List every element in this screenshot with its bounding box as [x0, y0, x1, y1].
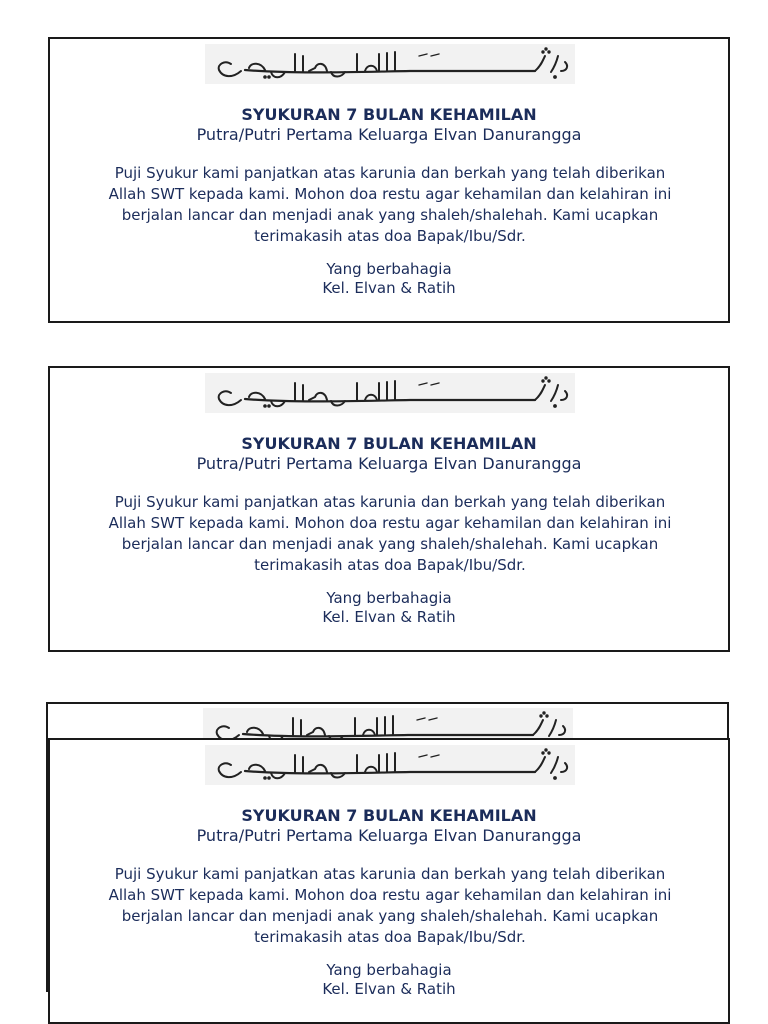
- invitation-card-2: [48, 366, 730, 652]
- bismillah-calligraphy: [205, 44, 575, 84]
- card-message: [60, 864, 720, 948]
- card-message: [60, 492, 720, 576]
- message-line: Puji Syukur kami panjatkan atas karunia dan berkah yang telah diberikan: [114, 865, 666, 883]
- card-signoff: [50, 260, 728, 298]
- message-line: Allah SWT kepada kami. Mohon doa restu agar kehamilan dan kelahiran ini: [108, 514, 672, 532]
- message-line: Allah SWT kepada kami. Mohon doa restu agar kehamilan dan kelahiran ini: [108, 185, 672, 203]
- signature-text: Kel. Elvan & Ratih: [322, 279, 456, 297]
- card-signoff: [50, 961, 728, 999]
- invitation-card-4: [48, 738, 730, 1024]
- signature-text: Kel. Elvan & Ratih: [322, 980, 456, 998]
- closing-text: Yang berbahagia: [326, 961, 452, 979]
- card-signoff: [50, 589, 728, 627]
- card-subtitle: Putra/Putri Pertama Keluarga Elvan Danurangga: [196, 454, 582, 473]
- card-title: SYUKURAN 7 BULAN KEHAMILAN: [241, 434, 537, 453]
- message-line: Puji Syukur kami panjatkan atas karunia dan berkah yang telah diberikan: [114, 493, 666, 511]
- card-message: [60, 163, 720, 247]
- message-line: berjalan lancar dan menjadi anak yang shaleh/shalehah. Kami ucapkan: [121, 206, 659, 224]
- message-line: terimakasih atas doa Bapak/Ibu/Sdr.: [254, 928, 526, 946]
- closing-text: Yang berbahagia: [326, 260, 452, 278]
- message-line: terimakasih atas doa Bapak/Ibu/Sdr.: [254, 556, 526, 574]
- message-line: berjalan lancar dan menjadi anak yang shaleh/shalehah. Kami ucapkan: [121, 535, 659, 553]
- bismillah-calligraphy: [205, 373, 575, 413]
- message-line: Puji Syukur kami panjatkan atas karunia dan berkah yang telah diberikan: [114, 164, 666, 182]
- signature-text: Kel. Elvan & Ratih: [322, 608, 456, 626]
- card-title: SYUKURAN 7 BULAN KEHAMILAN: [241, 806, 537, 825]
- invitation-card-1: [48, 37, 730, 323]
- message-line: terimakasih atas doa Bapak/Ibu/Sdr.: [254, 227, 526, 245]
- closing-text: Yang berbahagia: [326, 589, 452, 607]
- message-line: Allah SWT kepada kami. Mohon doa restu agar kehamilan dan kelahiran ini: [108, 886, 672, 904]
- message-line: berjalan lancar dan menjadi anak yang shaleh/shalehah. Kami ucapkan: [121, 907, 659, 925]
- card-subtitle: Putra/Putri Pertama Keluarga Elvan Danurangga: [196, 125, 582, 144]
- card-title: SYUKURAN 7 BULAN KEHAMILAN: [241, 105, 537, 124]
- bismillah-calligraphy: [205, 745, 575, 785]
- card-subtitle: Putra/Putri Pertama Keluarga Elvan Danurangga: [196, 826, 582, 845]
